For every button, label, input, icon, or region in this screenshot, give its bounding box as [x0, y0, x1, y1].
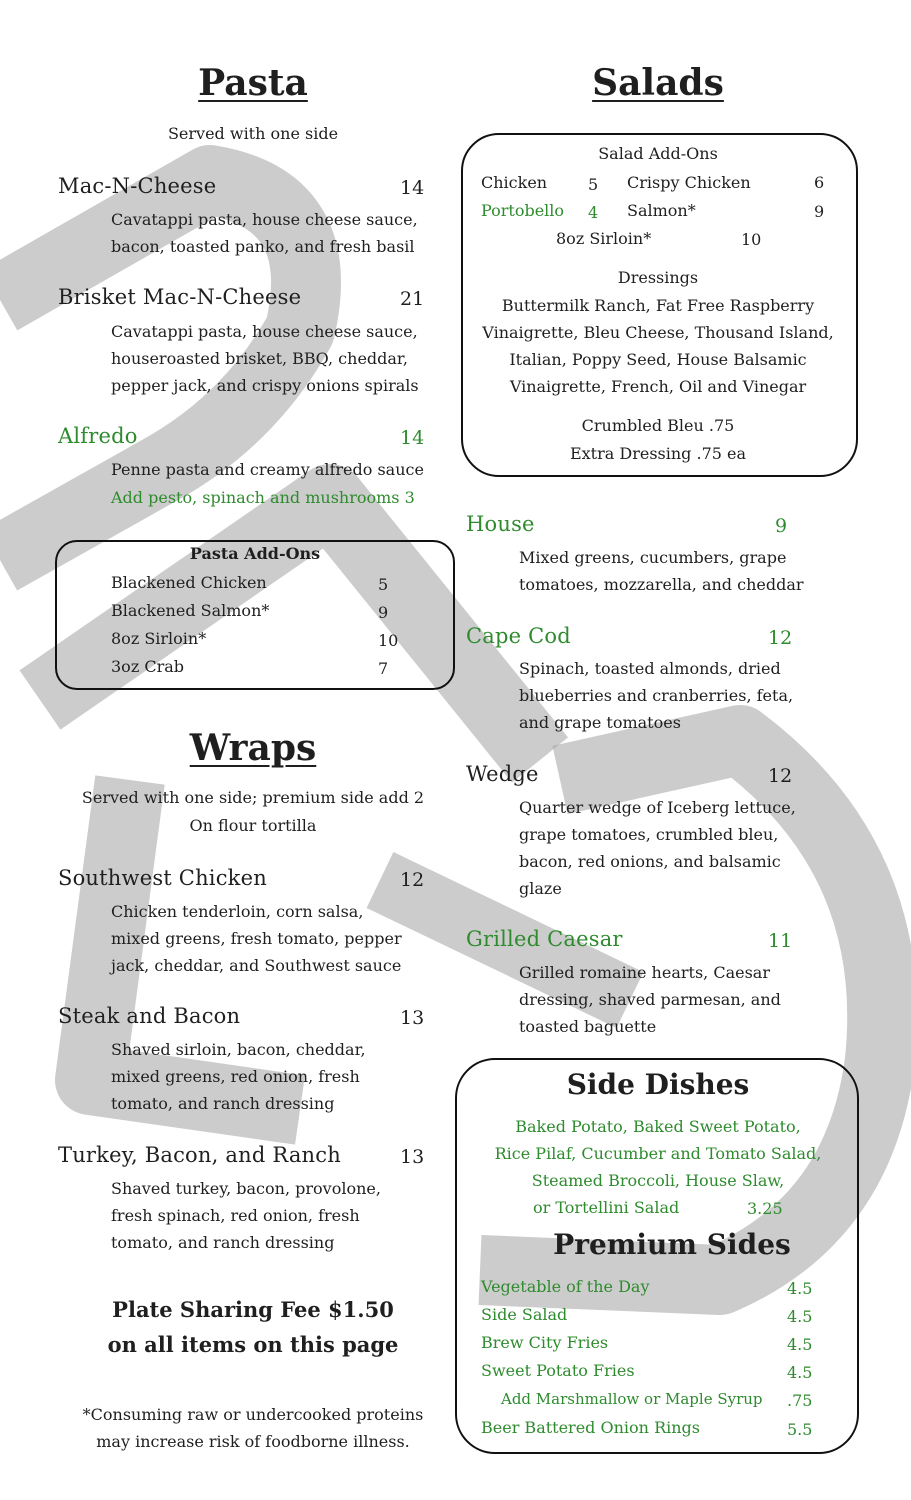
- dressings-line: Vinaigrette, French, Oil and Vinegar: [509, 377, 807, 396]
- item-price: 12: [768, 765, 793, 787]
- item-price: 11: [768, 930, 793, 952]
- addon-price: 4: [588, 203, 599, 222]
- item-price: 14: [400, 177, 425, 199]
- item-description: Cavatappi pasta, house cheese sauce, houseroasted brisket, BBQ, cheddar, pepper jack, and crispy onions spirals: [111, 322, 419, 395]
- addon-price: 10: [741, 230, 762, 249]
- item-price: 14: [400, 427, 425, 449]
- pasta-heading: Pasta: [198, 62, 308, 104]
- disclaimer-line2: may increase risk of foodborne illness.: [96, 1432, 410, 1451]
- disclaimer-line1: *Consuming raw or undercooked proteins: [82, 1405, 424, 1424]
- addon-name: Chicken: [481, 173, 548, 192]
- addon-name: 8oz Sirloin*: [111, 629, 207, 648]
- addon-price: 9: [814, 202, 825, 221]
- item-description: Quarter wedge of Iceberg lettuce, grape tomatoes, crumbled bleu, bacon, red onions, and balsamic glaze: [519, 798, 796, 898]
- addon-name: 8oz Sirloin*: [556, 229, 652, 248]
- side-dishes-price: 3.25: [747, 1199, 783, 1218]
- item-name: Turkey, Bacon, and Ranch: [58, 1143, 341, 1167]
- addon-name: Crispy Chicken: [627, 173, 751, 192]
- item-description: Grilled romaine hearts, Caesar dressing, shaved parmesan, and toasted baguette: [519, 963, 781, 1036]
- item-name: Brisket Mac-N-Cheese: [58, 285, 302, 309]
- premium-side-name: Brew City Fries: [481, 1333, 609, 1352]
- item-name: Cape Cod: [466, 624, 571, 648]
- plate-sharing-fee-note: on all items on this page: [107, 1332, 399, 1357]
- item-name: Southwest Chicken: [58, 866, 267, 890]
- premium-side-name: Beer Battered Onion Rings: [481, 1418, 700, 1437]
- addon-price: 7: [378, 659, 389, 678]
- item-name: Mac-N-Cheese: [58, 174, 217, 198]
- item-description: Spinach, toasted almonds, dried blueberries and cranberries, feta, and grape tomatoes: [519, 659, 794, 732]
- addon-price: 6: [814, 173, 825, 192]
- addon-price: 5: [588, 175, 599, 194]
- addon-price: 10: [378, 631, 399, 650]
- item-description: Mixed greens, cucumbers, grape tomatoes, mozzarella, and cheddar: [519, 548, 804, 594]
- salads-heading: Salads: [592, 62, 724, 104]
- salad-addons-title: Salad Add-Ons: [598, 144, 718, 163]
- extra-dressing-price: Extra Dressing .75 ea: [569, 444, 747, 463]
- dressings-line: Italian, Poppy Seed, House Balsamic: [509, 350, 807, 369]
- addon-name: Blackened Salmon*: [111, 601, 270, 620]
- item-name: Steak and Bacon: [58, 1004, 241, 1028]
- item-price: 13: [400, 1146, 425, 1168]
- side-dishes-line: Rice Pilaf, Cucumber and Tomato Salad,: [494, 1144, 822, 1163]
- addon-name: Portobello: [481, 201, 565, 220]
- item-description: Penne pasta and creamy alfredo sauce: [111, 460, 424, 479]
- addon-price: 5: [378, 575, 389, 594]
- addon-name: Blackened Chicken: [111, 573, 267, 592]
- item-price: 12: [768, 627, 793, 649]
- item-price: 9: [775, 515, 788, 537]
- item-description: Shaved turkey, bacon, provolone, fresh spinach, red onion, fresh tomato, and ranch dressing: [111, 1179, 381, 1252]
- premium-side-price: 4.5: [787, 1363, 813, 1382]
- item-addon: Add pesto, spinach and mushrooms 3: [111, 488, 415, 507]
- crumbled-bleu-price: Crumbled Bleu .75: [581, 416, 735, 435]
- premium-side-price: 4.5: [787, 1307, 813, 1326]
- item-name: Grilled Caesar: [466, 927, 623, 951]
- premium-sides-heading: Premium Sides: [553, 1228, 791, 1261]
- premium-side-price: 4.5: [787, 1335, 813, 1354]
- item-description: Chicken tenderloin, corn salsa, mixed greens, fresh tomato, pepper jack, cheddar, and Southwest sauce: [111, 902, 402, 975]
- side-dishes-line: Steamed Broccoli, House Slaw,: [531, 1171, 785, 1190]
- addon-name: 3oz Crab: [111, 657, 184, 676]
- side-dishes-line: or Tortellini Salad: [533, 1198, 680, 1217]
- addon-name: Salmon*: [627, 201, 696, 220]
- item-price: 12: [400, 869, 425, 891]
- item-price: 21: [400, 288, 425, 310]
- item-description: Cavatappi pasta, house cheese sauce, bacon, toasted panko, and fresh basil: [111, 210, 418, 256]
- premium-side-addon-price: .75: [787, 1391, 813, 1410]
- dressings-title: Dressings: [617, 268, 699, 287]
- side-dishes-line: Baked Potato, Baked Sweet Potato,: [515, 1117, 801, 1136]
- pasta-addons-title: Pasta Add-Ons: [189, 544, 321, 563]
- premium-side-name: Vegetable of the Day: [481, 1277, 650, 1296]
- dressings-line: Vinaigrette, Bleu Cheese, Thousand Island,: [482, 323, 834, 342]
- premium-side-name: Sweet Potato Fries: [481, 1361, 635, 1380]
- premium-side-price: 5.5: [787, 1420, 813, 1439]
- wraps-note-line1: Served with one side; premium side add 2: [81, 788, 425, 807]
- item-description: Shaved sirloin, bacon, cheddar, mixed greens, red onion, fresh tomato, and ranch dressing: [111, 1040, 366, 1113]
- premium-side-name: Side Salad: [481, 1305, 568, 1324]
- dressings-line: Buttermilk Ranch, Fat Free Raspberry: [501, 296, 815, 315]
- wraps-note-line2: On flour tortilla: [189, 816, 317, 835]
- premium-side-addon: Add Marshmallow or Maple Syrup: [501, 1390, 763, 1408]
- premium-side-price: 4.5: [787, 1279, 813, 1298]
- item-name: Wedge: [466, 762, 539, 786]
- item-name: Alfredo: [58, 424, 138, 448]
- pasta-note: Served with one side: [167, 124, 339, 143]
- plate-sharing-fee: Plate Sharing Fee $1.50: [112, 1297, 394, 1322]
- wraps-heading: Wraps: [189, 727, 317, 769]
- addon-price: 9: [378, 603, 389, 622]
- side-dishes-heading: Side Dishes: [566, 1068, 750, 1101]
- item-name: House: [466, 512, 535, 536]
- item-price: 13: [400, 1007, 425, 1029]
